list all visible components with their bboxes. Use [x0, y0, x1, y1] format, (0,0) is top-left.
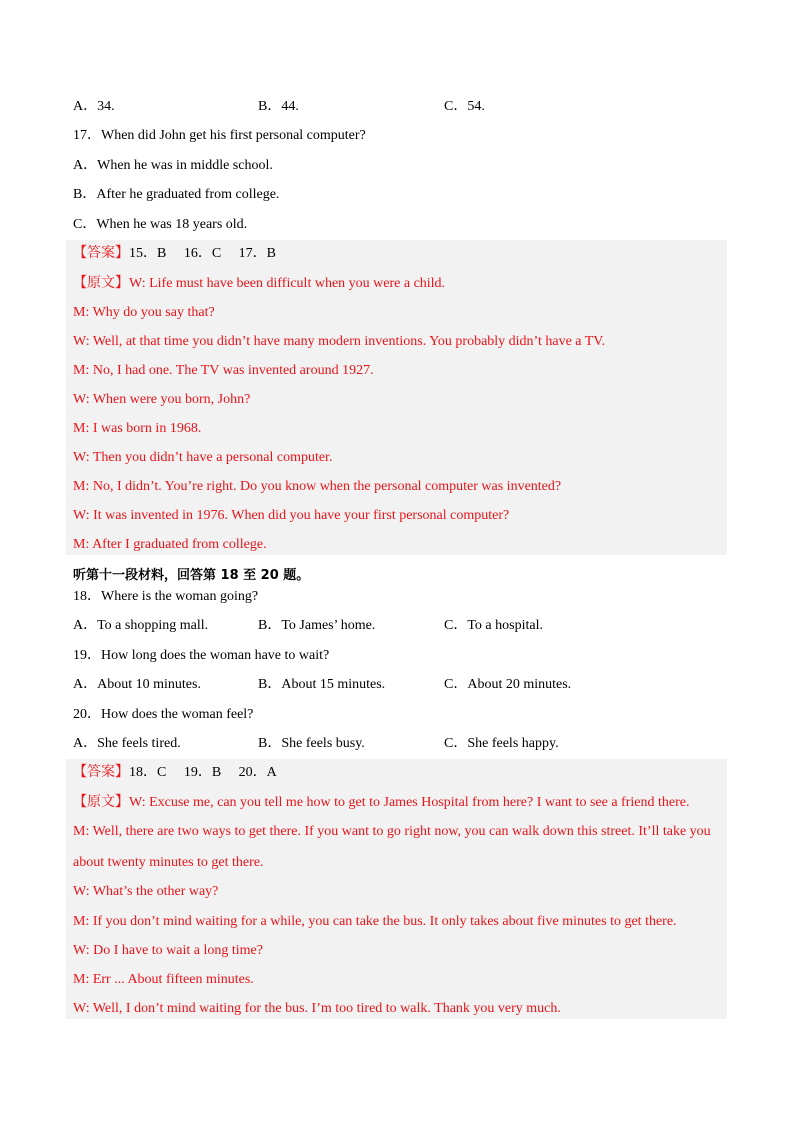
- q17-option-b: B．After he graduated from college.: [73, 187, 280, 202]
- transcript-line: W: When were you born, John?: [73, 392, 251, 407]
- transcript-line: M: Well, there are two ways to get there. If you want to go right now, you can walk down this street. It’ll take you: [73, 824, 711, 839]
- answer-tag: 【答案】: [73, 765, 129, 780]
- answer-text: 15．B 16．C 17．B: [129, 246, 277, 261]
- transcript-line: M: No, I didn’t. You’re right. Do you know when the personal computer was invented?: [73, 479, 562, 494]
- transcript-line: M: I was born in 1968.: [73, 421, 202, 436]
- q16-option-c: C．54.: [444, 99, 485, 114]
- transcript-line: W: Well, at that time you didn’t have many modern inventions. You probably didn’t have a TV.: [73, 334, 606, 349]
- transcript-line: W: What’s the other way?: [73, 884, 219, 899]
- transcript-line: [73, 794, 689, 812]
- transcript-line: W: It was invented in 1976. When did you have your first personal computer?: [73, 508, 510, 523]
- q20-option-a: A．She feels tired.: [73, 736, 181, 751]
- transcript-line: [73, 275, 445, 293]
- transcript-line: about twenty minutes to get there.: [73, 855, 264, 870]
- q16-option-a: A．34.: [73, 99, 115, 114]
- question-17: 17．When did John get his first personal computer?: [73, 128, 366, 143]
- transcript-line: M: If you don’t mind waiting for a while, you can take the bus. It only takes about five minutes to get there.: [73, 914, 677, 929]
- q19-option-c: C．About 20 minutes.: [444, 677, 572, 692]
- answer-line-1: [73, 245, 276, 263]
- q20-option-b: B．She feels busy.: [258, 736, 365, 751]
- transcript-tag: 【原文】: [73, 276, 129, 291]
- transcript-line: M: No, I had one. The TV was invented around 1927.: [73, 363, 374, 378]
- q16-option-b: B．44.: [258, 99, 299, 114]
- transcript-line: W: Well, I don’t mind waiting for the bus. I’m too tired to walk. Thank you very much.: [73, 1001, 561, 1016]
- q20-option-c: C．She feels happy.: [444, 736, 559, 751]
- transcript-line: M: Why do you say that?: [73, 305, 215, 320]
- answer-line-2: [73, 764, 277, 782]
- answer-tag: 【答案】: [73, 246, 129, 261]
- question-20: 20．How does the woman feel?: [73, 707, 254, 722]
- q17-option-c: C．When he was 18 years old.: [73, 217, 248, 232]
- answer-text: 18．C 19．B 20．A: [129, 765, 277, 780]
- transcript-text: W: Life must have been difficult when you were a child.: [129, 276, 446, 291]
- q17-option-a: A．When he was in middle school.: [73, 158, 273, 173]
- transcript-text: W: Excuse me, can you tell me how to get to James Hospital from here? I want to see a friend there.: [129, 795, 690, 810]
- transcript-line: M: After I graduated from college.: [73, 537, 267, 552]
- q19-option-a: A．About 10 minutes.: [73, 677, 201, 692]
- q19-option-b: B．About 15 minutes.: [258, 677, 386, 692]
- q18-option-c: C．To a hospital.: [444, 618, 543, 633]
- q18-option-b: B．To James’ home.: [258, 618, 376, 633]
- transcript-tag: 【原文】: [73, 795, 129, 810]
- transcript-line: M: Err ... About fifteen minutes.: [73, 972, 254, 987]
- transcript-line: W: Do I have to wait a long time?: [73, 943, 263, 958]
- q18-option-a: A．To a shopping mall.: [73, 618, 209, 633]
- question-18: 18．Where is the woman going?: [73, 589, 259, 604]
- transcript-line: W: Then you didn’t have a personal computer.: [73, 450, 333, 465]
- section-heading: 听第十一段材料，回答第 18 至 20 题。: [73, 568, 310, 583]
- question-19: 19．How long does the woman have to wait?: [73, 648, 330, 663]
